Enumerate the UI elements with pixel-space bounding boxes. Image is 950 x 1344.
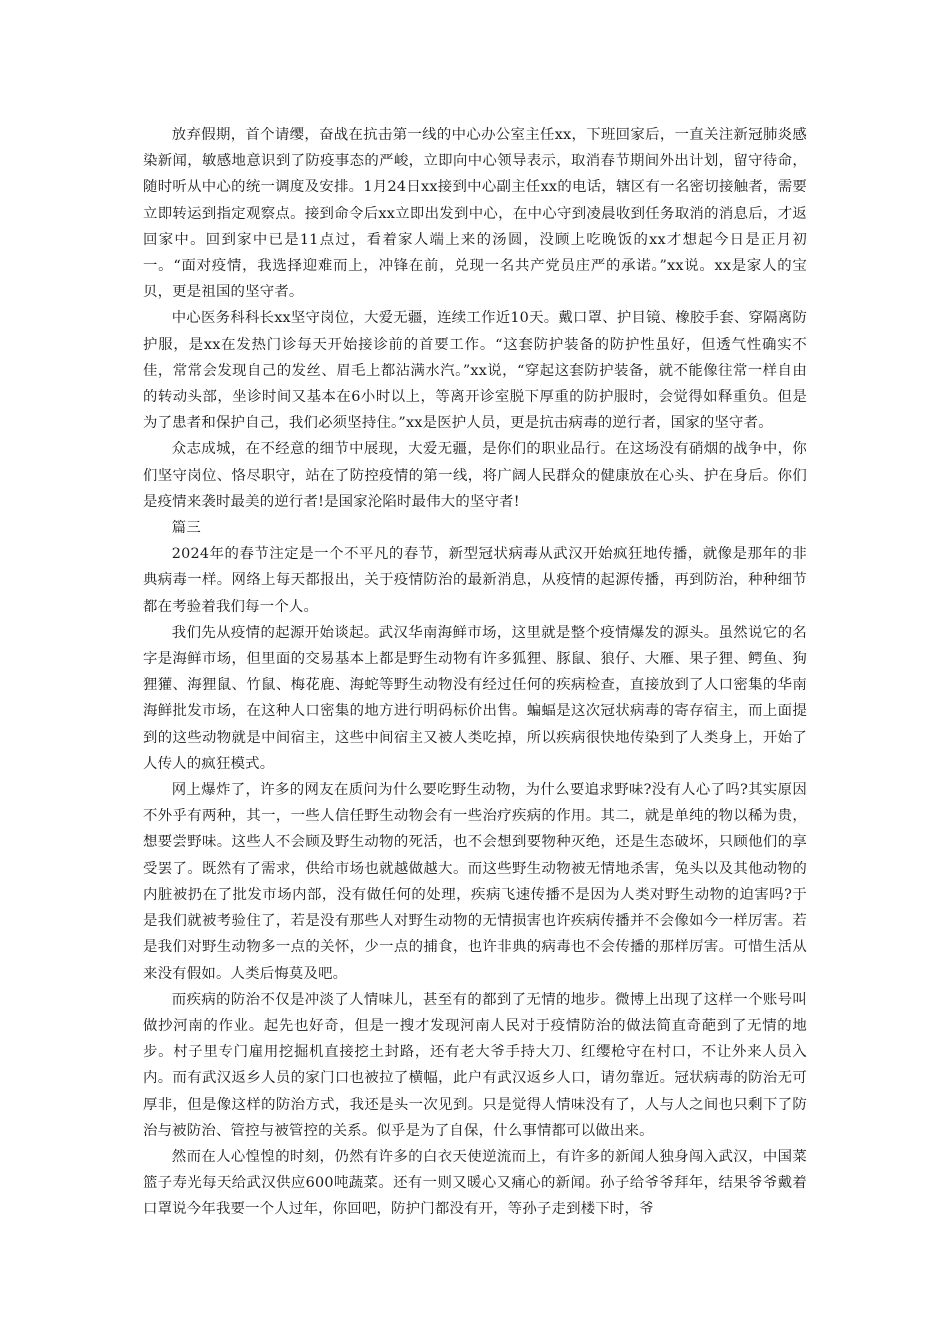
document-body [143, 122, 807, 1223]
section-heading: 篇三 [171, 520, 201, 537]
paragraph-prevention-measures: 而疾病的防治不仅是冲淡了人情味儿，甚至有的都到了无情的地步。微博上出现了这样一个账号叫做抄河南的作业。起先也好奇，但是一搜才发现河南人民对于疫情防治的做法简直奇葩到了无情的地步。村子里专门雇用挖掘机直接挖土封路，还有老大爷手持大刀、红缨枪守在村口，不让外来人员入内。而有武汉返乡人员的家门口也被拉了横幅，此户有武汉返乡人口，请勿靠近。冠状病毒的防治无可厚非，但是像这样的防治方式，我还是头一次见到。只是觉得人情味没有了，人与人之间也只剩下了防治与被防治、管控与被管控的关系。似乎是为了自保，什么事情都可以做出来。 [143, 991, 807, 1139]
paragraph-medical-section-chief: 中心医务科科长xx坚守岗位，大爱无疆，连续工作近10天。戴口罩、护目镜、橡胶手套、穿隔离防护服，是xx在发热门诊每天开始接诊前的首要工作。“这套防护装备的防护性虽好，但透气性确实不佳，常常会发现自己的发丝、眉毛上都沾满水汽。”xx说，“穿起这套防护装备，就不能像往常一样自由的转动头部，坐诊时间又基本在6小时以上，等离开诊室脱下厚重的防护服时，会觉得如释重负。但是为了患者和保护自己，我们必须坚持住。”xx是医护人员，更是抗击病毒的逆行者，国家的坚守者。 [143, 310, 807, 432]
paragraph-united-tribute: 众志成城，在不经意的细节中展现，大爱无疆，是你们的职业品行。在这场没有硝烟的战争中，你们坚守岗位、恪尽职守，站在了防控疫情的第一线，将广阔人民群众的健康放在心头、护在身后。你们是疫情来袭时最美的逆行者!是国家沦陷时最伟大的坚守者! [143, 441, 807, 510]
paragraph-heroes: 然而在人心惶惶的时刻，仍然有许多的白衣天使逆流而上，有许多的新闻人独身闯入武汉，中国菜篮子寿光每天给武汉供应600吨蔬菜。还有一则又暖心又痛心的新闻。孙子给爷爷拜年，结果爷爷戴着口罩说今年我要一个人过年，你回吧，防护门都没有开，等孙子走到楼下时，爷 [143, 1148, 807, 1218]
paragraph-outbreak-origin: 我们先从疫情的起源开始谈起。武汉华南海鲜市场，这里就是整个疫情爆发的源头。虽然说它的名字是海鲜市场，但里面的交易基本上都是野生动物有许多狐狸、豚鼠、狼仔、大雁、果子狸、鳄鱼、狗狸獾、海狸鼠、竹鼠、梅花鹿、海蛇等野生动物没有经过任何的疾病检查，直接放到了人口密集的华南海鲜批发市场，在这种人口密集的地方进行明码标价出售。蝙蝠是这次冠状病毒的寄存宿主，而上面提到的这些动物就是中间宿主，这些中间宿主又被人类吃掉，所以疾病很快地传染到了人类身上，开始了人传人的疯狂模式。 [143, 624, 807, 772]
paragraph-office-director: 放弃假期，首个请缨，奋战在抗击第一线的中心办公室主任xx，下班回家后，一直关注新冠肺炎感染新闻，敏感地意识到了防疫事态的严峻，立即向中心领导表示，取消春节期间外出计划，留守待命，随时听从中心的统一调度及安排。1月24日xx接到中心副主任xx的电话，辖区有一名密切接触者，需要立即转运到指定观察点。接到命令后xx立即出发到中心，在中心守到凌晨收到任务取消的消息后，才返回家中。回到家中已是11点过，看着家人端上来的汤圆，没顾上吃晚饭的xx才想起今日是正月初一。“面对疫情，我选择迎难而上，冲锋在前，兑现一名共产党员庄严的承诺。”xx说。xx是家人的宝贝，更是祖国的坚守者。 [143, 127, 807, 301]
paragraph-wildlife-debate: 网上爆炸了，许多的网友在质问为什么要吃野生动物，为什么要追求野味?没有人心了吗?其实原因不外乎有两种，其一，一些人信任野生动物会有一些治疗疾病的作用。其二，就是单纯的物以稀为贵，想要尝野味。这些人不会顾及野生动物的死活，也不会想到要物种灭绝，还是生态破坏，只顾他们的享受罢了。既然有了需求，供给市场也就越做越大。而这些野生动物被无情地杀害，兔头以及其他动物的内脏被扔在了批发市场内部，没有做任何的处理，疾病飞速传播不是因为人类对野生动物的迫害吗?于是我们就被考验住了，若是没有那些人对野生动物的无情损害也许疾病传播并不会像如今一样厉害。若是我们对野生动物多一点的关怀，少一点的捕食，也许非典的病毒也不会传播的那样厉害。可惜生活从来没有假如。人类后悔莫及吧。 [143, 782, 807, 982]
paragraph-spring-festival: 2024年的春节注定是一个不平凡的春节，新型冠状病毒从武汉开始疯狂地传播，就像是那年的非典病毒一样。网络上每天都报出，关于疫情防治的最新消息，从疫情的起源传播，再到防治，种种细节都在考验着我们每一个人。 [143, 546, 807, 615]
